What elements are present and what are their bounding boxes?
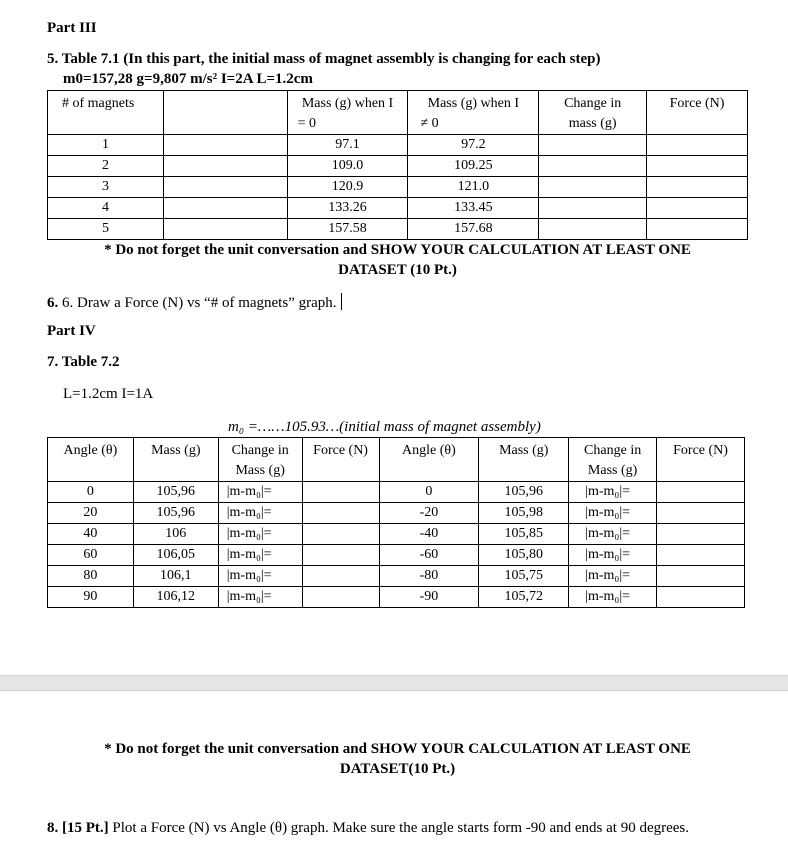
table-row bbox=[48, 482, 745, 503]
cell-force[interactable] bbox=[302, 482, 379, 503]
cell-force[interactable] bbox=[647, 198, 748, 219]
cell-mass: 105,72 bbox=[479, 587, 569, 608]
cell-force[interactable] bbox=[647, 135, 748, 156]
cell-angle: -40 bbox=[379, 524, 479, 545]
header-magnets: # of magnets bbox=[48, 91, 164, 135]
cell-angle: 90 bbox=[48, 587, 134, 608]
cell-mass: 105,98 bbox=[479, 503, 569, 524]
cell-change[interactable]: |m-m₀|= bbox=[218, 503, 302, 524]
header-force: Force (N) bbox=[647, 91, 748, 135]
cell-change[interactable] bbox=[539, 177, 647, 198]
header-mass-ine0: Mass (g) when I ≠ 0 bbox=[408, 91, 539, 135]
table-row bbox=[48, 135, 748, 156]
cell-angle: -90 bbox=[379, 587, 479, 608]
table-row bbox=[48, 198, 748, 219]
cell-force[interactable] bbox=[657, 545, 745, 566]
q8-label: Plot a Force (N) vs Angle (θ) graph. Make sure the angle starts form -90 and ends at 90 degrees. bbox=[108, 820, 690, 836]
header-change-mass: Change in Mass (g) bbox=[569, 438, 657, 482]
q8-prefix: 8. [15 Pt.] bbox=[47, 820, 109, 836]
cell-angle: -80 bbox=[379, 566, 479, 587]
calculation-note-2: * Do not forget the unit conversation and SHOW YOUR CALCULATION AT LEAST ONE DATASET(10 Pt.) bbox=[104, 741, 691, 777]
cell-change[interactable]: |m-m₀|= bbox=[218, 566, 302, 587]
table-7-2 bbox=[47, 437, 745, 608]
part-4-heading: Part IV bbox=[47, 323, 96, 339]
q5-title: 5. Table 7.1 (In this part, the initial mass of magnet assembly is changing for each step) bbox=[47, 51, 601, 67]
cell-magnets: 1 bbox=[48, 135, 164, 156]
cell-change[interactable]: |m-m₀|= bbox=[218, 482, 302, 503]
table-row bbox=[48, 219, 748, 240]
cell-angle: 0 bbox=[379, 482, 479, 503]
cell-mass-ine0: 157.68 bbox=[408, 219, 539, 240]
header-blank bbox=[163, 91, 287, 135]
cell-blank bbox=[163, 135, 287, 156]
q7-title: 7. Table 7.2 bbox=[47, 354, 120, 370]
header-angle: Angle (θ) bbox=[379, 438, 479, 482]
cell-blank bbox=[163, 219, 287, 240]
cell-change[interactable]: |m-m₀|= bbox=[218, 524, 302, 545]
cell-angle: 20 bbox=[48, 503, 134, 524]
cell-mass-ine0: 109.25 bbox=[408, 156, 539, 177]
table-row bbox=[48, 524, 745, 545]
cell-magnets: 3 bbox=[48, 177, 164, 198]
cell-mass: 106,12 bbox=[133, 587, 218, 608]
cell-mass-i0: 157.58 bbox=[287, 219, 408, 240]
header-change-mass: Change in Mass (g) bbox=[218, 438, 302, 482]
table-row bbox=[48, 156, 748, 177]
cell-mass: 106 bbox=[133, 524, 218, 545]
cell-change[interactable] bbox=[539, 198, 647, 219]
header-mass: Mass (g) bbox=[479, 438, 569, 482]
q7-params: L=1.2cm I=1A bbox=[63, 386, 154, 402]
cell-change[interactable] bbox=[539, 219, 647, 240]
cell-force[interactable] bbox=[302, 566, 379, 587]
cell-mass: 105,96 bbox=[133, 482, 218, 503]
cell-magnets: 2 bbox=[48, 156, 164, 177]
cell-mass: 106,05 bbox=[133, 545, 218, 566]
cell-angle: 80 bbox=[48, 566, 134, 587]
cell-change[interactable]: |m-m₀|= bbox=[569, 587, 657, 608]
cell-mass-ine0: 97.2 bbox=[408, 135, 539, 156]
calculation-note-1: * Do not forget the unit conversation and SHOW YOUR CALCULATION AT LEAST ONE DATASET (10 Pt.) bbox=[104, 242, 691, 278]
cell-force[interactable] bbox=[302, 545, 379, 566]
header-mass: Mass (g) bbox=[133, 438, 218, 482]
cell-force[interactable] bbox=[302, 503, 379, 524]
cell-mass: 105,96 bbox=[133, 503, 218, 524]
header-angle: Angle (θ) bbox=[48, 438, 134, 482]
cell-force[interactable] bbox=[657, 566, 745, 587]
cell-angle: 60 bbox=[48, 545, 134, 566]
cell-change[interactable]: |m-m₀|= bbox=[569, 545, 657, 566]
cell-force[interactable] bbox=[647, 156, 748, 177]
table-row bbox=[48, 587, 745, 608]
cell-change[interactable]: |m-m₀|= bbox=[218, 587, 302, 608]
table-row bbox=[48, 503, 745, 524]
cell-change[interactable]: |m-m₀|= bbox=[218, 545, 302, 566]
cell-change[interactable] bbox=[539, 156, 647, 177]
cell-mass: 105,75 bbox=[479, 566, 569, 587]
cell-angle: 40 bbox=[48, 524, 134, 545]
cell-force[interactable] bbox=[647, 177, 748, 198]
table-7-1 bbox=[47, 90, 748, 240]
cell-mass: 106,1 bbox=[133, 566, 218, 587]
page-break-separator bbox=[0, 675, 788, 691]
cell-force[interactable] bbox=[657, 503, 745, 524]
cell-force[interactable] bbox=[657, 482, 745, 503]
cell-force[interactable] bbox=[657, 587, 745, 608]
initial-mass-line: m₀ =……105.93…(initial mass of magnet assembly) bbox=[228, 419, 541, 435]
cell-blank bbox=[163, 198, 287, 219]
q8-text bbox=[47, 820, 689, 837]
cell-mass-i0: 120.9 bbox=[287, 177, 408, 198]
cell-mass-ine0: 121.0 bbox=[408, 177, 539, 198]
header-mass-i0: Mass (g) when I = 0 bbox=[287, 91, 408, 135]
header-change-mass: Change in mass (g) bbox=[539, 91, 647, 135]
cell-magnets: 4 bbox=[48, 198, 164, 219]
cell-magnets: 5 bbox=[48, 219, 164, 240]
text-cursor bbox=[341, 293, 342, 310]
cell-angle: -60 bbox=[379, 545, 479, 566]
header-force: Force (N) bbox=[657, 438, 745, 482]
table-row bbox=[48, 566, 745, 587]
cell-angle: -20 bbox=[379, 503, 479, 524]
q6-text: 6. 6. Draw a Force (N) vs “# of magnets” graph. bbox=[47, 293, 342, 312]
cell-change[interactable]: |m-m₀|= bbox=[569, 566, 657, 587]
part-3-heading: Part III bbox=[47, 20, 97, 36]
cell-change[interactable]: |m-m₀|= bbox=[569, 524, 657, 545]
table-row bbox=[48, 177, 748, 198]
cell-mass-i0: 109.0 bbox=[287, 156, 408, 177]
cell-force[interactable] bbox=[302, 524, 379, 545]
cell-angle: 0 bbox=[48, 482, 134, 503]
q6-label: 6. Draw a Force (N) vs “# of magnets” graph. bbox=[62, 295, 337, 311]
header-force: Force (N) bbox=[302, 438, 379, 482]
cell-mass: 105,80 bbox=[479, 545, 569, 566]
cell-mass-i0: 97.1 bbox=[287, 135, 408, 156]
cell-change[interactable] bbox=[539, 135, 647, 156]
q5-constants: m0=157,28 g=9,807 m/s² I=2A L=1.2cm bbox=[63, 71, 313, 87]
cell-force[interactable] bbox=[647, 219, 748, 240]
table-row bbox=[48, 545, 745, 566]
cell-change[interactable]: |m-m₀|= bbox=[569, 503, 657, 524]
cell-force[interactable] bbox=[657, 524, 745, 545]
cell-change[interactable]: |m-m₀|= bbox=[569, 482, 657, 503]
cell-mass-ine0: 133.45 bbox=[408, 198, 539, 219]
cell-mass: 105,96 bbox=[479, 482, 569, 503]
cell-mass-i0: 133.26 bbox=[287, 198, 408, 219]
cell-blank bbox=[163, 156, 287, 177]
cell-mass: 105,85 bbox=[479, 524, 569, 545]
cell-force[interactable] bbox=[302, 587, 379, 608]
cell-blank bbox=[163, 177, 287, 198]
